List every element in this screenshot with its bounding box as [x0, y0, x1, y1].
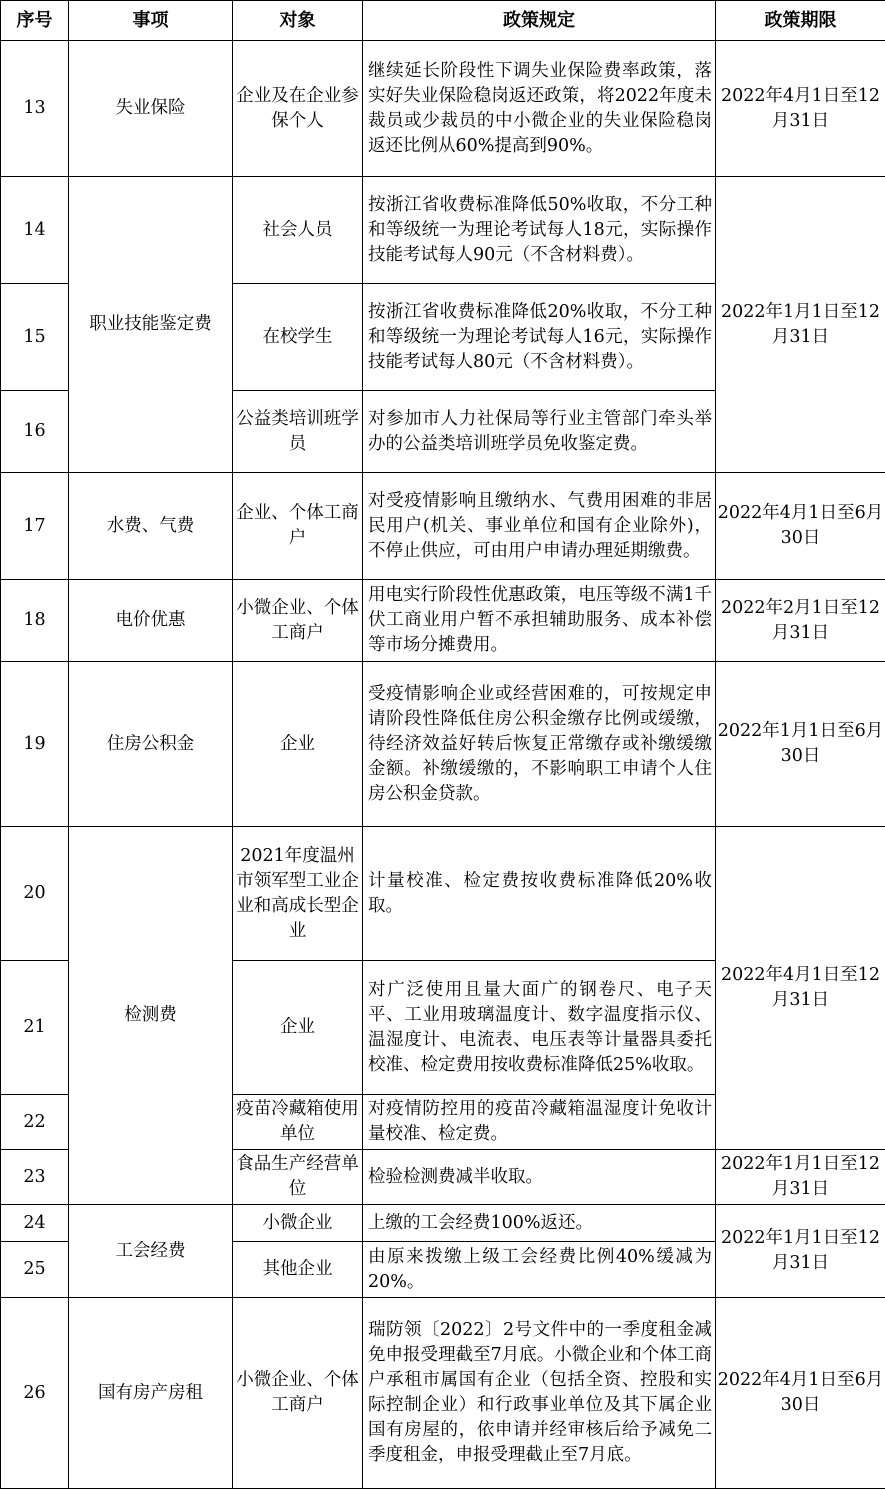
- target-cell: 在校学生: [233, 284, 363, 391]
- seq-cell: 13: [1, 41, 69, 177]
- policy-cell: 检验检测费减半收取。: [363, 1150, 716, 1205]
- seq-cell: 22: [1, 1095, 69, 1150]
- policy-cell: 上缴的工会经费100%返还。: [363, 1205, 716, 1242]
- header-seq: 序号: [1, 1, 69, 41]
- seq-cell: 24: [1, 1205, 69, 1242]
- target-cell: 企业: [233, 662, 363, 827]
- header-period: 政策期限: [716, 1, 885, 41]
- period-cell: 2022年1月1日至12月31日: [716, 177, 885, 473]
- policy-cell: 按浙江省收费标准降低20%收取，不分工种和等级统一为理论考试每人16元，实际操作技能考试每人80元（不含材料费）。: [363, 284, 716, 391]
- target-cell: 企业及在企业参保个人: [233, 41, 363, 177]
- seq-cell: 25: [1, 1242, 69, 1298]
- item-cell: 工会经费: [69, 1205, 233, 1298]
- period-cell: 2022年4月1日至12月31日: [716, 827, 885, 1150]
- period-cell: 2022年4月1日至12月31日: [716, 41, 885, 177]
- policy-cell: 瑞防领〔2022〕2号文件中的一季度租金减免申报受理截至7月底。小微企业和个体工商户承租市属国有企业（包括全资、控股和实际控制企业）和行政事业单位及其下属企业国有房屋的，依申请并经审核后给予减免二季度租金，申报受理截止至7月底。: [363, 1298, 716, 1489]
- header-policy: 政策规定: [363, 1, 716, 41]
- policy-cell: 受疫情影响企业或经营困难的，可按规定申请阶段性降低住房公积金缴存比例或缓缴，待经济效益好转后恢复正常缴存或补缴缓缴金额。补缴缓缴的，不影响职工申请个人住房公积金贷款。: [363, 662, 716, 827]
- target-cell: 企业、个体工商户: [233, 473, 363, 580]
- item-cell: 住房公积金: [69, 662, 233, 827]
- period-cell: 2022年1月1日至6月30日: [716, 662, 885, 827]
- policy-cell: 对广泛使用且量大面广的钢卷尺、电子天平、工业用玻璃温度计、数字温度指示仪、温湿度计、电流表、电压表等计量器具委托校准、检定费用按收费标准降低25%收取。: [363, 961, 716, 1095]
- period-cell: 2022年1月1日至12月31日: [716, 1205, 885, 1298]
- table-row: [1, 580, 885, 662]
- table-row: [1, 827, 885, 961]
- table-row: [1, 177, 885, 284]
- policy-cell: 对受疫情影响且缴纳水、气费用困难的非居民用户(机关、事业单位和国有企业除外)，不停止供应，可由用户申请办理延期缴费。: [363, 473, 716, 580]
- table-row: [1, 1205, 885, 1242]
- header-row: [1, 1, 885, 41]
- seq-cell: 16: [1, 391, 69, 473]
- target-cell: 小微企业、个体工商户: [233, 1298, 363, 1489]
- period-cell: 2022年4月1日至6月30日: [716, 473, 885, 580]
- item-cell: 职业技能鉴定费: [69, 177, 233, 473]
- header-target: 对象: [233, 1, 363, 41]
- target-cell: 公益类培训班学员: [233, 391, 363, 473]
- seq-cell: 20: [1, 827, 69, 961]
- period-cell: 2022年1月1日至12月31日: [716, 1150, 885, 1205]
- target-cell: 小微企业、个体工商户: [233, 580, 363, 662]
- policy-cell: 对参加市人力社保局等行业主管部门牵头举办的公益类培训班学员免收鉴定费。: [363, 391, 716, 473]
- table-row: [1, 41, 885, 177]
- policy-cell: 由原来拨缴上级工会经费比例40%缓减为20%。: [363, 1242, 716, 1298]
- seq-cell: 18: [1, 580, 69, 662]
- seq-cell: 23: [1, 1150, 69, 1205]
- table-row: [1, 473, 885, 580]
- target-cell: 其他企业: [233, 1242, 363, 1298]
- period-cell: 2022年4月1日至6月30日: [716, 1298, 885, 1489]
- period-cell: 2022年2月1日至12月31日: [716, 580, 885, 662]
- item-cell: 国有房产房租: [69, 1298, 233, 1489]
- seq-cell: 14: [1, 177, 69, 284]
- target-cell: 企业: [233, 961, 363, 1095]
- seq-cell: 21: [1, 961, 69, 1095]
- target-cell: 小微企业: [233, 1205, 363, 1242]
- policy-cell: 计量校准、检定费按收费标准降低20%收取。: [363, 827, 716, 961]
- seq-cell: 26: [1, 1298, 69, 1489]
- seq-cell: 17: [1, 473, 69, 580]
- item-cell: 检测费: [69, 827, 233, 1205]
- seq-cell: 19: [1, 662, 69, 827]
- header-item: 事项: [69, 1, 233, 41]
- target-cell: 社会人员: [233, 177, 363, 284]
- item-cell: 电价优惠: [69, 580, 233, 662]
- table-row: [1, 662, 885, 827]
- seq-cell: 15: [1, 284, 69, 391]
- item-cell: 水费、气费: [69, 473, 233, 580]
- policy-cell: 继续延长阶段性下调失业保险费率政策，落实好失业保险稳岗返还政策，将2022年度未裁员或少裁员的中小微企业的失业保险稳岗返还比例从60%提高到90%。: [363, 41, 716, 177]
- target-cell: 疫苗冷藏箱使用单位: [233, 1095, 363, 1150]
- policy-cell: 用电实行阶段性优惠政策，电压等级不满1千伏工商业用户暂不承担辅助服务、成本补偿等市场分摊费用。: [363, 580, 716, 662]
- policy-cell: 对疫情防控用的疫苗冷藏箱温湿度计免收计量校准、检定费。: [363, 1095, 716, 1150]
- target-cell: 2021年度温州市领军型工业企业和高成长型企业: [233, 827, 363, 961]
- table-row: [1, 1298, 885, 1489]
- target-cell: 食品生产经营单位: [233, 1150, 363, 1205]
- policy-cell: 按浙江省收费标准降低50%收取，不分工种和等级统一为理论考试每人18元，实际操作技能考试每人90元（不含材料费）。: [363, 177, 716, 284]
- item-cell: 失业保险: [69, 41, 233, 177]
